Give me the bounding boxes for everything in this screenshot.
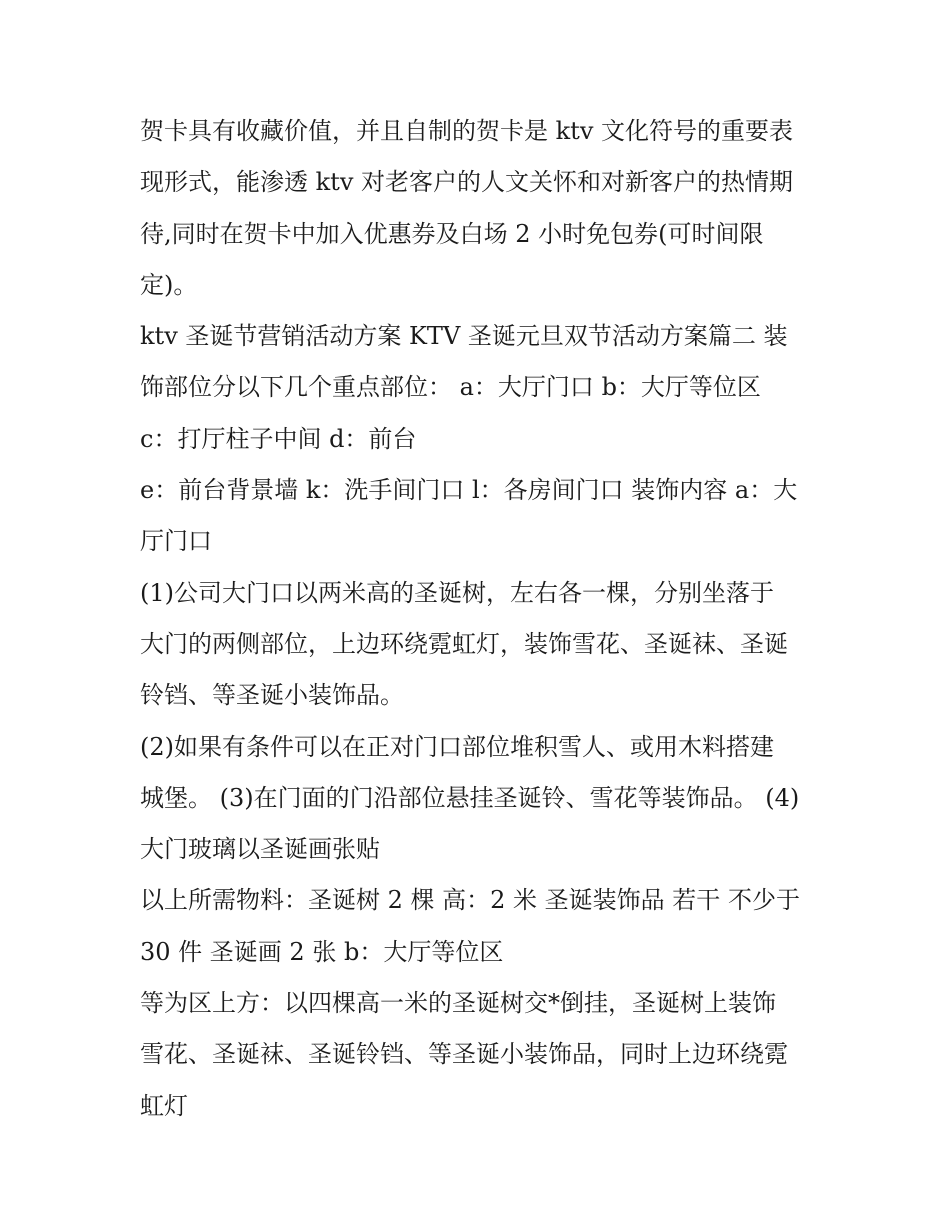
- paragraph-greeting-card: [140, 106, 820, 311]
- text-line: 雪花、圣诞袜、圣诞铃铛、等圣诞小装饰品，同时上边环绕霓: [140, 1040, 788, 1069]
- text-line: e：前台背景墙 k：洗手间门口 l：各房间门口 装饰内容 a：大: [140, 476, 798, 505]
- paragraph-item-2-4: [140, 722, 820, 876]
- text-line: 大门玻璃以圣诞画张贴: [140, 835, 380, 864]
- text-line: 等为区上方：以四棵高一米的圣诞树交*倒挂，圣诞树上装饰: [140, 989, 776, 1018]
- paragraph-decoration-areas: [140, 311, 820, 414]
- text-line: 待,同时在贺卡中加入优惠券及白场 2 小时免包券(可时间限: [140, 219, 764, 248]
- text-line: 虹灯: [140, 1091, 188, 1120]
- paragraph-areas-e-l: [140, 465, 820, 568]
- text-line: 30 件 圣诞画 2 张 b：大厅等位区: [140, 937, 504, 966]
- paragraph-materials: [140, 875, 820, 978]
- paragraph-item-1: [140, 568, 820, 722]
- text-line: (2)如果有条件可以在正对门口部位堆积雪人、或用木料搭建: [140, 732, 774, 761]
- document-body: [140, 106, 820, 1132]
- text-line: 铃铛、等圣诞小装饰品。: [140, 681, 404, 710]
- text-line: 以上所需物料：圣诞树 2 棵 高：2 米 圣诞装饰品 若干 不少于: [140, 886, 800, 915]
- text-line: 饰部位分以下几个重点部位： a：大厅门口 b：大厅等位区: [140, 373, 761, 402]
- text-line: 厅门口: [140, 527, 212, 556]
- text-line: 大门的两侧部位，上边环绕霓虹灯，装饰雪花、圣诞袜、圣诞: [140, 629, 788, 658]
- text-line: c：打厅柱子中间 d：前台: [140, 424, 417, 453]
- text-line: 定)。: [140, 270, 198, 299]
- paragraph-waiting-area: [140, 978, 820, 1132]
- text-line: (1)公司大门口以两米高的圣诞树，左右各一棵，分别坐落于: [140, 578, 774, 607]
- text-line: 现形式，能渗透 ktv 对老客户的人文关怀和对新客户的热情期: [140, 168, 794, 197]
- text-line: ktv 圣诞节营销活动方案 KTV 圣诞元旦双节活动方案篇二 装: [140, 322, 788, 351]
- text-line: 城堡。 (3)在门面的门沿部位悬挂圣诞铃、雪花等装饰品。 (4): [140, 783, 800, 812]
- text-line: 贺卡具有收藏价值，并且自制的贺卡是 ktv 文化符号的重要表: [140, 117, 794, 145]
- paragraph-areas-c-d: [140, 414, 820, 465]
